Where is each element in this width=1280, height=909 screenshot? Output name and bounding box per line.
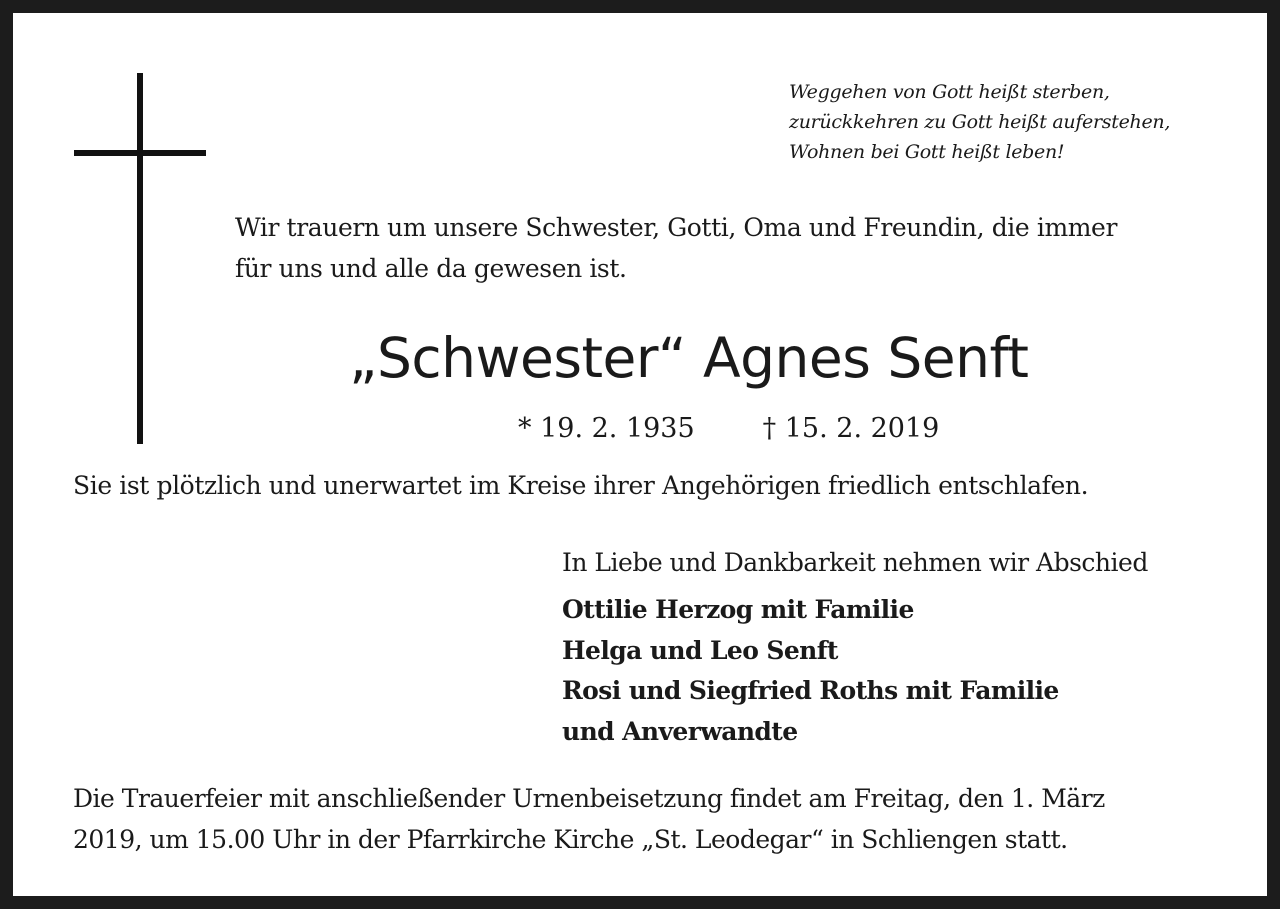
mourner-item: Ottilie Herzog mit Familie [562,595,914,624]
bible-quote [789,77,1170,167]
service-line: 2019, um 15.00 Uhr in der Pfarrkirche Kirche „St. Leodegar“ in Schliengen statt. [73,825,1068,854]
mourners-list [562,590,1059,752]
mourner-item: Rosi und Siegfried Roths mit Familie [562,676,1059,705]
birth-date: * 19. 2. 1935 [518,413,695,444]
intro-line: für uns und alle da gewesen ist. [235,254,627,283]
quote-line: Wohnen bei Gott heißt leben! [789,141,1065,163]
mourner-item: Helga und Leo Senft [562,635,838,665]
life-dates [518,409,939,449]
death-date: † 15. 2. 2019 [762,413,940,444]
cross-icon-crossbar [74,150,206,156]
passing-statement: Sie ist plötzlich und unerwartet im Kreise ihrer Angehörigen friedlich entschlafen. [73,471,1089,500]
deceased-name: „Schwester“ Agnes Senft [349,326,1029,390]
service-line: Die Trauerfeier mit anschließender Urnenbeisetzung findet am Freitag, den 1. März [73,784,1105,813]
intro-line: Wir trauern um unsere Schwester, Gotti, Oma und Freundin, die immer [235,213,1118,242]
funeral-service-info [73,778,1105,860]
farewell-line: In Liebe und Dankbarkeit nehmen wir Abschied [562,548,1148,577]
quote-line: zurückkehren zu Gott heißt auferstehen, [789,111,1171,133]
intro-text [235,207,1117,289]
mourner-item: und Anverwandte [562,716,798,746]
quote-line: Weggehen von Gott heißt sterben, [789,81,1110,103]
cross-icon [137,73,143,444]
